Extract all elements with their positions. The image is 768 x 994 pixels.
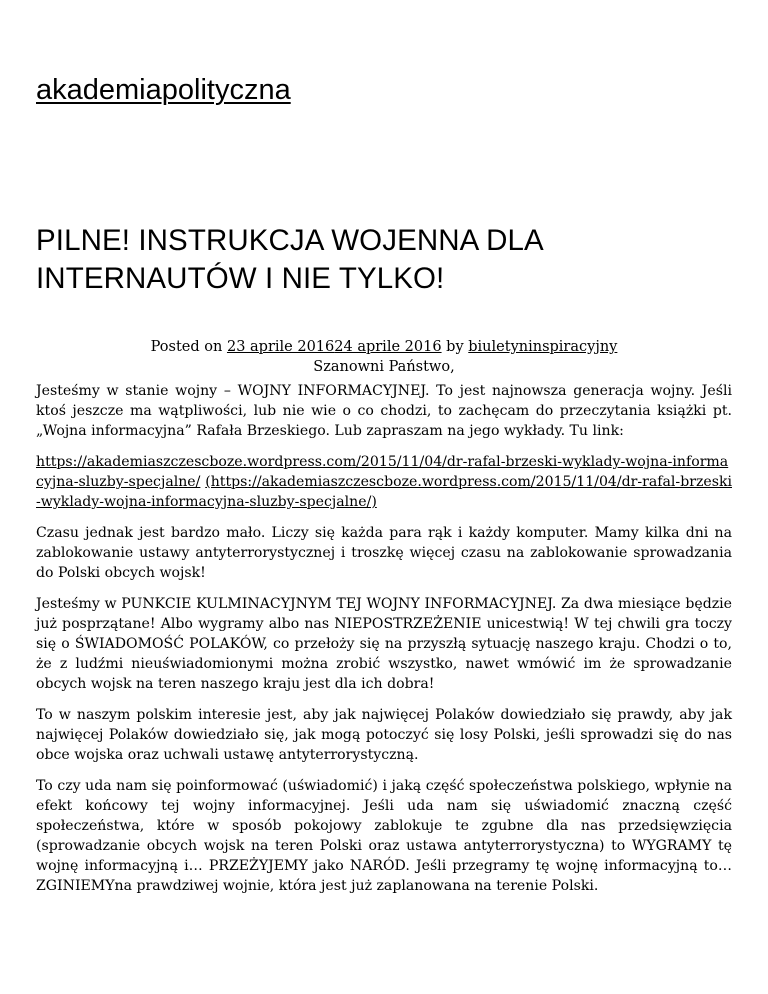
date-link[interactable] (227, 339, 442, 355)
published-date: 23 aprile 2016 (226, 339, 335, 355)
paragraph-links (36, 452, 732, 512)
paragraph-interest: To w naszym polskim interesie jest, aby jak najwięcej Polaków dowiedziało się prawdy, aby jak najwięcej Polaków dowiedziało się, jak mogą potoczyć się losy Polski, jeśli sprowadzi się do nas obce wojska oraz uchwali ustawę antyterrorystyczną. (36, 707, 732, 763)
paragraph-time: Czasu jednak jest bardzo mało. Liczy się każda para rąk i każdy komputer. Mamy kilka dni na zablokowanie ustawy antyterrorystycznej i troszkę więcej czasu na zablokowanie sprowadzania do Polski obcych wojsk! (36, 525, 732, 581)
post-content (36, 381, 732, 907)
greeting: Szanowni Państwo, (313, 359, 455, 375)
lecture-link[interactable]: https://akademiaszczescboze.wordpress.com/2015/11/04/dr-rafal-brzeski-wyklady-wojna-informacyjna-sluzby-specjalne/ (36, 454, 729, 490)
posted-on-label: Posted on (150, 339, 223, 355)
post-title-line-1: PILNE! INSTRUKCJA WOJENNA DLA (36, 224, 544, 257)
paragraph-intro: Jesteśmy w stanie wojny – WOJNY INFORMACYJNEJ. To jest najnowsza generacja wojny. Jeśli ktoś jeszcze ma wątpliwości, lub nie wie o co chodzi, to zachęcam do przeczytania książki pt. „Wojna informacyjna” Rafała Brzeskiego. Lub zapraszam na jego wykłady. Tu link: (36, 383, 732, 439)
post-title-line-2: INTERNAUTÓW I NIE TYLKO! (36, 262, 445, 295)
paragraph-culmination: Jesteśmy w PUNKCIE KULMINACYJNYM TEJ WOJNY INFORMACYJNEJ. Za dwa miesiące będzie już posprzątane! Albo wygramy albo nas NIEPOSTRZEŻENIE unicestwią! W tej chwili gra toczy się o ŚWIADOMOŚĆ POLAKÓW, co przełoży się na przyszłą sytuację naszego kraju. Chodzi o to, że z ludźmi nieuświadomionymi można zrobić wszystko, nawet wmówić im że sprowadzanie obcych wojsk na teren naszego kraju jest dla ich dobra! (36, 596, 732, 692)
paragraph-outcome: To czy uda nam się poinformować (uświadomić) i jaką część społeczeństwa polskiego, wpłynie na efekt końcowy tej wojny informacyjnej. Jeśli uda nam się uświadomić znaczną część społeczeństwa, które w sposób pokojowy zablokuje te zgubne dla nas przedsięwzięcia (sprowadzanie obcych wojsk na teren Polski oraz ustawa antyterrorystyczna) to WYGRAMY tę wojnę informacyjną i… PRZEŻYJEMY jako NARÓD. Jeśli przegramy tę wojnę informacyjną to… ZGINIEMYna prawdziwej wojnie, która jest już zaplanowana na terenie Polski. (36, 778, 732, 894)
post-meta (36, 337, 732, 377)
site-title-link[interactable]: akademiapolityczna (36, 74, 291, 106)
updated-date: 24 aprile 2016 (334, 339, 442, 355)
by-label: by (446, 339, 464, 355)
lecture-link-parenthetical[interactable]: (https://akademiaszczescboze.wordpress.com/2015/11/04/dr-rafal-brzeski-wyklady-wojna-informacyjna-sluzby-specjalne/) (36, 474, 732, 510)
post-title (36, 222, 736, 298)
author-link[interactable]: biuletyninspiracyjny (468, 339, 618, 355)
